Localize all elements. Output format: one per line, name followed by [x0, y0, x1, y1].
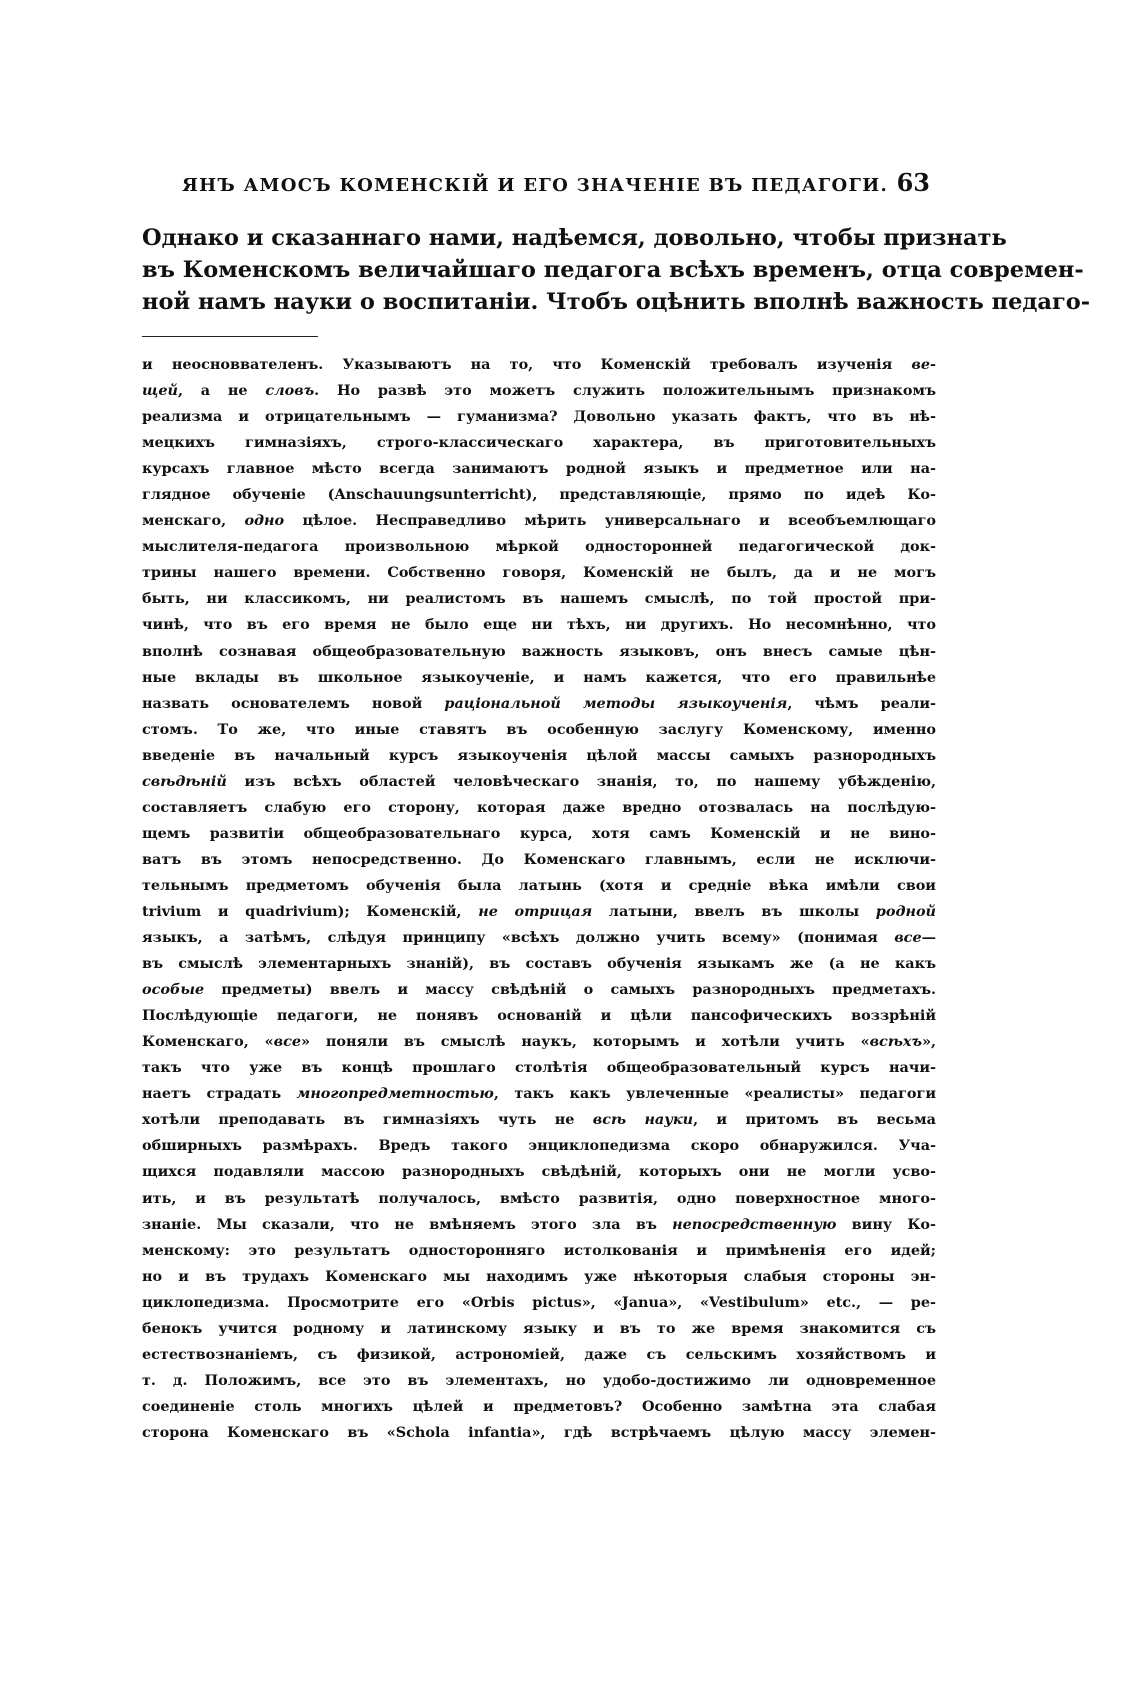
footnote-emphasis: всѣхъ — [869, 1033, 922, 1051]
footnote-line — [142, 717, 936, 743]
footnote-line — [142, 534, 936, 560]
footnote-line — [142, 482, 936, 508]
footnote-text: сторона Коменскаго въ «Schola infantia», гдѣ встрѣчаемъ цѣлую массу элемен- — [142, 1423, 936, 1441]
footnote-line — [142, 352, 936, 378]
footnote-line — [142, 1029, 936, 1055]
footnote-line — [142, 456, 936, 482]
footnote-emphasis: все — [273, 1033, 302, 1051]
footnote-text: курсахъ главное мѣсто всегда занимаютъ родной языкъ и предметное или на- — [142, 460, 936, 478]
footnote-line — [142, 1264, 936, 1290]
footnote-text: чинѣ, что въ его время не было еще ни тѣхъ, ни другихъ. Но несомнѣнно, что — [142, 616, 936, 634]
footnote-text: мыслителя-педагога произвольною мѣркой односторонней педагогической док- — [142, 538, 936, 556]
footnote-text: быть, ни классикомъ, ни реалистомъ въ нашемъ смыслѣ, по той простой при- — [142, 590, 936, 608]
footnote-text: ватъ въ этомъ непосредственно. До Коменскаго главнымъ, если не исключи- — [142, 850, 936, 868]
footnote-text: хотѣли преподавать въ гимназіяхъ чуть не — [142, 1111, 593, 1129]
footnote-line — [142, 639, 936, 665]
footnote-text: латыни, ввелъ въ школы — [592, 902, 876, 920]
footnote-text: глядное обученіе (Anschauungsunterricht), представляющіе, прямо по идеѣ Ко- — [142, 486, 936, 504]
footnote-text: вину Ко- — [836, 1215, 936, 1233]
footnote-emphasis: словъ — [265, 382, 315, 400]
footnote-line — [142, 769, 936, 795]
footnote-line — [142, 430, 936, 456]
footnote-text: мецкихъ гимназіяхъ, строго-классическаго характера, въ приготовительныхъ — [142, 434, 936, 452]
footnote-text: трины нашего времени. Собственно говоря, Коменскій не былъ, да и не могъ — [142, 564, 936, 582]
footnote-text: » поняли въ смыслѣ наукъ, которымъ и хотѣли учить « — [301, 1033, 870, 1051]
footnote — [142, 352, 936, 1446]
footnote-text: . Но развѣ это можетъ служить положительнымъ признакомъ — [314, 382, 936, 400]
footnote-text: », — [921, 1033, 936, 1051]
main-paragraph — [142, 222, 1091, 318]
footnote-line — [142, 1055, 936, 1081]
main-text-line: ной намъ науки о воспитаніи. Чтобъ оцѣнить вполнѣ важность педаго- — [142, 289, 1091, 315]
main-text-line: въ Коменскомъ величайшаго педагога всѣхъ временъ, отца современ- — [142, 257, 1084, 283]
footnote-line — [142, 691, 936, 717]
footnote-text: щихся подавляли массою разнородныхъ свѣдѣній, которыхъ они не могли усво- — [142, 1163, 936, 1181]
footnote-line — [142, 1133, 936, 1159]
footnote-line — [142, 665, 936, 691]
footnote-text: — — [921, 929, 936, 947]
footnote-line — [142, 821, 936, 847]
footnote-text: предметы) ввелъ и массу свѣдѣній о самыхъ разнородныхъ предметахъ. — [204, 981, 936, 999]
footnote-emphasis: раціональной методы языкоученія — [444, 694, 788, 712]
footnote-text: такъ что уже въ концѣ прошлаго столѣтія общеобразовательный курсъ начи- — [142, 1059, 936, 1077]
footnote-text: Послѣдующіе педагоги, не понявъ основаній и цѣли пансофическихъ воззрѣній — [142, 1007, 936, 1025]
footnote-text: менскаго, — [142, 512, 245, 530]
footnote-text: и неосноввателенъ. Указываютъ на то, что Коменскій требовалъ изученія — [142, 356, 912, 373]
footnote-text: стомъ. То же, что иные ставятъ въ особенную заслугу Коменскому, именно — [142, 720, 936, 738]
running-head — [182, 168, 930, 204]
footnote-text: изъ всѣхъ областей человѣческаго знанія, то, по нашему убѣжденію, — [226, 772, 936, 790]
footnote-emphasis: родной — [875, 902, 936, 920]
footnote-text: назвать основателемъ новой — [142, 694, 445, 712]
footnote-line — [142, 847, 936, 873]
footnote-text: ить, и въ результатѣ получалось, вмѣсто развитія, одно поверхностное много- — [142, 1189, 936, 1207]
footnote-line — [142, 925, 936, 951]
footnote-emphasis: особые — [142, 981, 205, 999]
footnote-line — [142, 977, 936, 1003]
footnote-text: , и притомъ въ весьма — [693, 1111, 936, 1129]
footnote-text: бенокъ учится родному и латинскому языку и въ то же время знакомится съ — [142, 1319, 936, 1337]
footnote-line — [142, 873, 936, 899]
footnote-text: цѣлое. Несправедливо мѣрить универсальнаго и всеобъемлющаго — [284, 512, 937, 530]
footnote-text: менскому: это результатъ односторонняго истолкованія и примѣненія его идей; — [142, 1241, 936, 1259]
footnote-emphasis: одно — [244, 512, 285, 530]
footnote-line — [142, 1212, 936, 1238]
footnote-line — [142, 586, 936, 612]
footnote-line — [142, 1159, 936, 1185]
footnote-text: естествознаніемъ, съ физикой, астрономіей, даже съ сельскимъ хозяйствомъ и — [142, 1345, 936, 1363]
footnote-line — [142, 1186, 936, 1212]
footnote-line — [142, 795, 936, 821]
footnote-line — [142, 1238, 936, 1264]
footnote-line — [142, 560, 936, 586]
footnote-text: т. д. Положимъ, все это въ элементахъ, но удобо-достижимо ли одновременное — [142, 1371, 936, 1389]
footnote-text: наетъ страдать — [142, 1085, 297, 1103]
footnote-emphasis: все — [894, 929, 922, 947]
footnote-text: циклопедизма. Просмотрите его «Orbis pictus», «Janua», «Vestibulum» etc., — ре- — [142, 1293, 936, 1311]
footnote-text: щемъ развитіи общеобразовательнаго курса, хотя самъ Коменскій и не вино- — [142, 824, 936, 842]
footnote-emphasis: многопредметностью — [296, 1085, 494, 1103]
footnote-line — [142, 1342, 936, 1368]
footnote-text: въ смыслѣ элементарныхъ знаній), въ составъ обученія языкамъ же (а не какъ — [142, 955, 936, 973]
footnote-line — [142, 612, 936, 638]
footnote-text: но и въ трудахъ Коменскаго мы находимъ уже нѣкоторыя слабыя стороны эн- — [142, 1267, 936, 1285]
footnote-line — [142, 508, 936, 534]
footnote-emphasis: ве- — [911, 356, 936, 373]
footnote-text: trivium и quadrivium); Коменскій, — [142, 902, 479, 920]
footnote-emphasis: не отрицая — [478, 902, 593, 920]
footnote-text: ные вклады въ школьное языкоученіе, и намъ кажется, что его правильнѣе — [142, 668, 936, 686]
running-title: ЯНЪ АМОСЪ КОМЕНСКІЙ И ЕГО ЗНАЧЕНІЕ ВЪ ПЕДАГОГИ. — [182, 175, 889, 196]
footnote-text: вполнѣ сознавая общеобразовательную важность языковъ, онъ внесъ самые цѣн- — [142, 642, 936, 660]
page-number: 63 — [896, 168, 930, 197]
footnote-line — [142, 1368, 936, 1394]
footnote-line — [142, 1290, 936, 1316]
footnote-text: реализма и отрицательнымъ — гуманизма? Довольно указать фактъ, что въ нѣ- — [142, 408, 936, 426]
footnote-text: , а не — [177, 382, 266, 400]
footnote-line — [142, 1081, 936, 1107]
footnote-line — [142, 404, 936, 430]
footnote-text: соединеніе столь многихъ цѣлей и предметовъ? Особенно замѣтна эта слабая — [142, 1397, 936, 1415]
footnote-line — [142, 1420, 936, 1446]
footnote-text: введеніе въ начальный курсъ языкоученія цѣлой массы самыхъ разнородныхъ — [142, 746, 936, 764]
footnote-text: составляетъ слабую его сторону, которая даже вредно отозвалась на послѣдую- — [142, 798, 936, 816]
footnote-line — [142, 1003, 936, 1029]
footnote-line — [142, 951, 936, 977]
footnote-line — [142, 743, 936, 769]
footnote-emphasis: щей — [142, 382, 178, 400]
footnote-text: , чѣмъ реали- — [787, 694, 936, 712]
footnote-text: , такъ какъ увлеченные «реалисты» педагоги — [493, 1085, 936, 1103]
footnote-line — [142, 378, 936, 404]
footnote-text: языкъ, а затѣмъ, слѣдуя принципу «всѣхъ должно учить всему» (понимая — [142, 929, 895, 947]
footnote-text: знаніе. Мы сказали, что не вмѣняемъ этого зла въ — [142, 1215, 673, 1233]
footnote-line — [142, 1107, 936, 1133]
footnote-text: Коменскаго, « — [142, 1033, 274, 1051]
footnote-text: обширныхъ размѣрахъ. Вредъ такого энциклопедизма скоро обнаружился. Уча- — [142, 1137, 936, 1155]
footnote-line — [142, 1394, 936, 1420]
footnote-separator — [142, 336, 318, 337]
footnote-line — [142, 899, 936, 925]
main-text-line: Однако и сказаннаго нами, надѣемся, довольно, чтобы признать — [142, 225, 1007, 251]
footnote-line — [142, 1316, 936, 1342]
footnote-emphasis: непосредственную — [672, 1215, 837, 1233]
footnote-emphasis: свѣдѣній — [142, 772, 227, 790]
footnote-text: тельнымъ предметомъ обученія была латынь (хотя и средніе вѣка имѣли свои — [142, 876, 936, 894]
footnote-emphasis: всѣ науки — [592, 1111, 694, 1129]
